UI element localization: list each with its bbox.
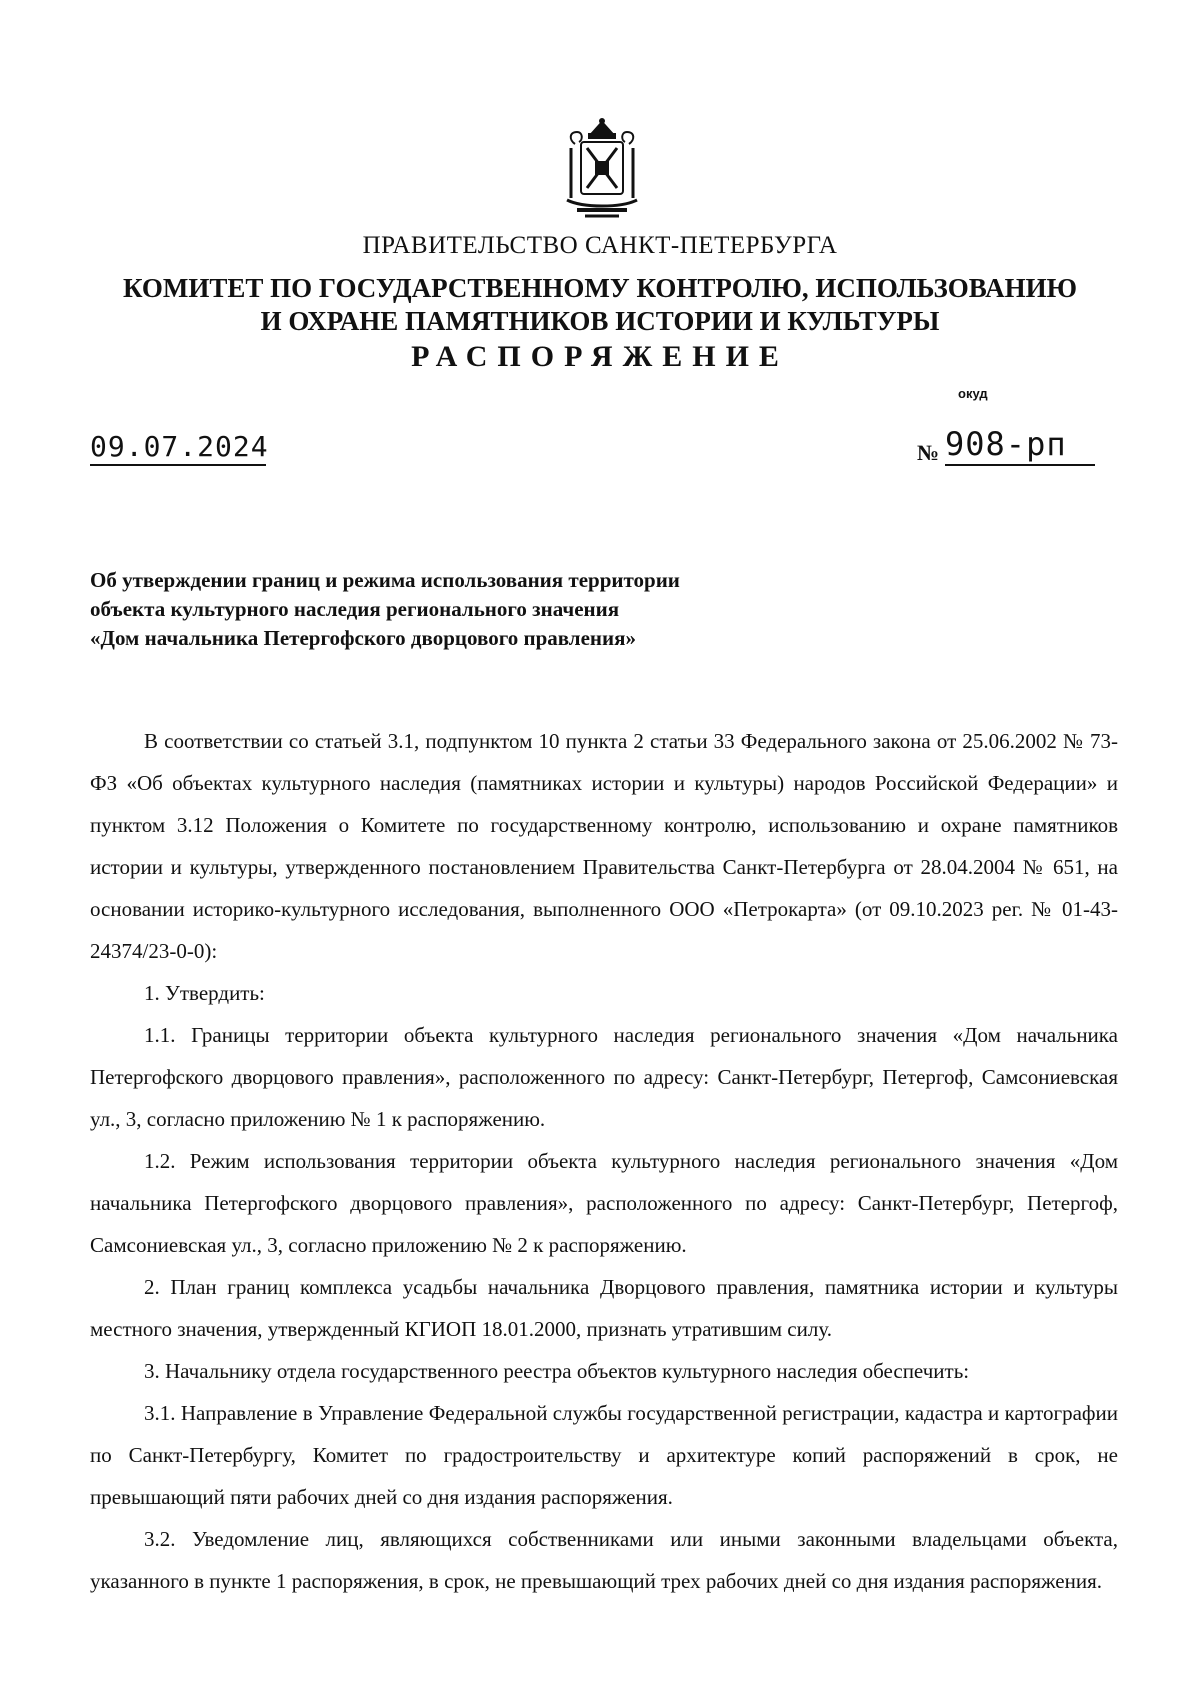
- government-title: ПРАВИТЕЛЬСТВО САНКТ-ПЕТЕРБУРГА: [362, 232, 838, 259]
- committee-title: [0, 272, 1200, 338]
- clause-3-1: 3.1. Направление в Управление Федеральной службы государственной регистрации, кадастра и картографии по Санкт-Петербургу, Комитет по градостроительству и архитектуре копий распоряжений в срок, не превышающий пяти рабочих дней со дня издания распоряжения.: [90, 1401, 1118, 1509]
- document-body: [90, 720, 1118, 1602]
- subject-line-3: «Дом начальника Петергофского дворцового правления»: [90, 626, 636, 650]
- committee-title-line-1: КОМИТЕТ ПО ГОСУДАРСТВЕННОМУ КОНТРОЛЮ, ИСПОЛЬЗОВАНИЮ: [123, 273, 1077, 303]
- clause-1-2: 1.2. Режим использования территории объекта культурного наследия регионального значения «Дом начальника Петергофского дворцового правления», расположенного по адресу: Санкт-Петербург, Петергоф, Самсониевская ул., 3, согласно приложению № 2 к распоряжению.: [90, 1149, 1118, 1257]
- document-type: РАСПОРЯЖЕНИЕ: [411, 340, 789, 373]
- clause-3-2: 3.2. Уведомление лиц, являющихся собственниками или иными законными владельцами объекта, указанного в пункте 1 распоряжения, в срок, не превышающий трех рабочих дней со дня издания распоряжения.: [90, 1527, 1118, 1593]
- subject-line-2: объекта культурного наследия регионального значения: [90, 597, 620, 621]
- committee-title-line-2: И ОХРАНЕ ПАМЯТНИКОВ ИСТОРИИ И КУЛЬТУРЫ: [260, 306, 940, 336]
- clause-3: 3. Начальнику отдела государственного реестра объектов культурного наследия обеспечить:: [144, 1359, 970, 1383]
- document-subject: [90, 566, 680, 653]
- clause-1-1: 1.1. Границы территории объекта культурного наследия регионального значения «Дом начальника Петергофского дворцового правления», расположенного по адресу: Санкт-Петербург, Петергоф, Самсониевская ул., 3, согласно приложению № 1 к распоряжению.: [90, 1023, 1118, 1131]
- clause-2: 2. План границ комплекса усадьбы начальника Дворцового правления, памятника истории и культуры местного значения, утвержденный КГИОП 18.01.2000, признать утратившим силу.: [90, 1275, 1118, 1341]
- preamble-paragraph: В соответствии со статьей 3.1, подпунктом 10 пункта 2 статьи 33 Федерального закона от 25.06.2002 № 73-ФЗ «Об объектах культурного наследия (памятниках истории и культуры) народов Российской Федерации» и пунктом 3.12 Положения о Комитете по государственному контролю, использованию и охране памятников истории и культуры, утвержденного постановлением Правительства Санкт-Петербурга от 28.04.2004 № 651, на основании историко-культурного исследования, выполненного ООО «Петрокарта» (от 09.10.2023 рег. № 01-43-24374/23-0-0):: [90, 729, 1118, 963]
- coat-of-arms-icon: [563, 118, 641, 218]
- document-date: 09.07.2024: [90, 430, 266, 466]
- subject-line-1: Об утверждении границ и режима использования территории: [90, 568, 680, 592]
- clause-1: 1. Утвердить:: [144, 981, 265, 1005]
- okud-label: окуд: [958, 386, 988, 401]
- document-number: 908-рп: [945, 424, 1095, 466]
- number-sign: №: [917, 440, 940, 465]
